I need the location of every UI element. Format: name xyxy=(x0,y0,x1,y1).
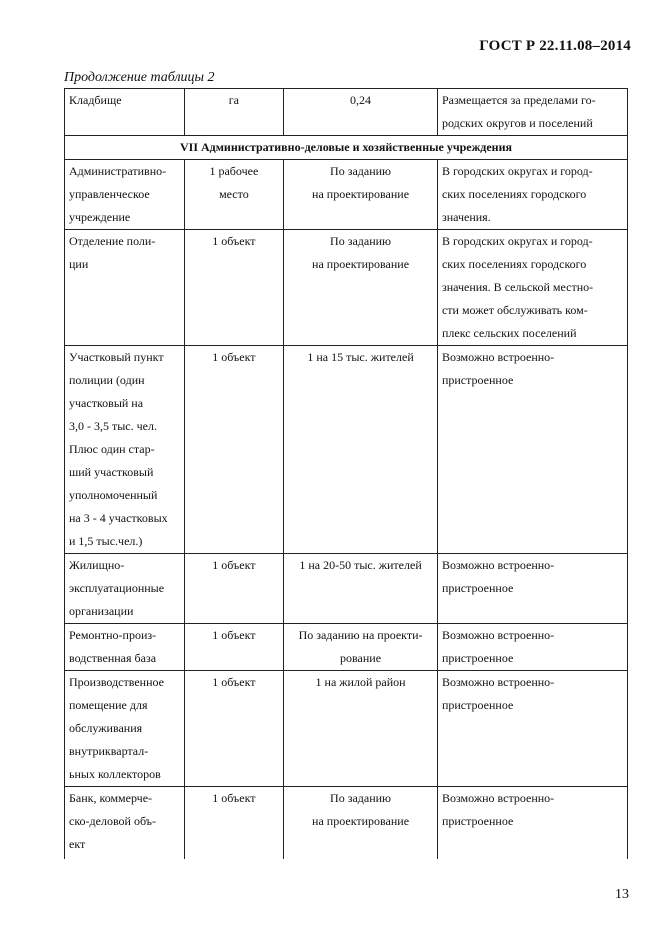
unit: 1 рабочее место xyxy=(184,160,284,230)
norm: 0,24 xyxy=(284,89,438,136)
norm: По заданию на проектирование xyxy=(284,787,438,859)
facility-name: Кладбище xyxy=(65,89,185,136)
page-number: 13 xyxy=(615,887,629,902)
note: Возможно встроенно- пристроенное xyxy=(437,346,627,554)
table-row xyxy=(65,230,628,346)
facility-name: Жилищно- эксплуатационные организации xyxy=(65,554,185,624)
table-row xyxy=(65,624,628,671)
facility-name: Административно- управленческое учреждение xyxy=(65,160,185,230)
norm: 1 на 15 тыс. жителей xyxy=(284,346,438,554)
section-row xyxy=(65,136,628,160)
norm: По заданию на проекти- рование xyxy=(284,624,438,671)
document-code: ГОСТ Р 22.11.08–2014 xyxy=(479,38,631,54)
table-row xyxy=(65,160,628,230)
table-caption: Продолжение таблицы 2 xyxy=(64,70,215,85)
note: Возможно встроенно- пристроенное xyxy=(437,554,627,624)
note: В городских округах и город- ских поселениях городского значения. xyxy=(437,160,627,230)
note: Возможно встроенно- пристроенное xyxy=(437,671,627,787)
norm: 1 на жилой район xyxy=(284,671,438,787)
table-row xyxy=(65,787,628,859)
unit: 1 объект xyxy=(184,346,284,554)
facility-name: Банк, коммерче- ско-деловой объ- ект xyxy=(65,787,185,859)
note: Возможно встроенно- пристроенное xyxy=(437,624,627,671)
norm: По заданию на проектирование xyxy=(284,160,438,230)
norm: 1 на 20-50 тыс. жителей xyxy=(284,554,438,624)
facility-name: Производственное помещение для обслуживания внутриквартал- ьных коллекторов xyxy=(65,671,185,787)
facility-name: Участковый пункт полиции (один участковый на 3,0 - 3,5 тыс. чел. Плюс один стар- ший участковый уполномоченный на 3 - 4 участковых и 1,5 тыс.чел.) xyxy=(65,346,185,554)
unit: 1 объект xyxy=(184,624,284,671)
note: Возможно встроенно- пристроенное xyxy=(437,787,627,859)
note: В городских округах и город- ских поселениях городского значения. В сельской местно- сти может обслуживать ком- плекс сельских поселений xyxy=(437,230,627,346)
facility-name: Ремонтно-произ- водственная база xyxy=(65,624,185,671)
unit: 1 объект xyxy=(184,554,284,624)
section-title: VII Административно-деловые и хозяйственные учреждения xyxy=(65,136,628,160)
note: Размещается за пределами го- родских округов и поселений xyxy=(437,89,627,136)
table-row xyxy=(65,346,628,554)
table-row xyxy=(65,554,628,624)
norms-table xyxy=(64,88,628,859)
unit: 1 объект xyxy=(184,787,284,859)
norm: По заданию на проектирование xyxy=(284,230,438,346)
facility-name: Отделение поли- ции xyxy=(65,230,185,346)
unit: 1 объект xyxy=(184,671,284,787)
table-row xyxy=(65,89,628,136)
unit: га xyxy=(184,89,284,136)
table-row xyxy=(65,671,628,787)
unit: 1 объект xyxy=(184,230,284,346)
